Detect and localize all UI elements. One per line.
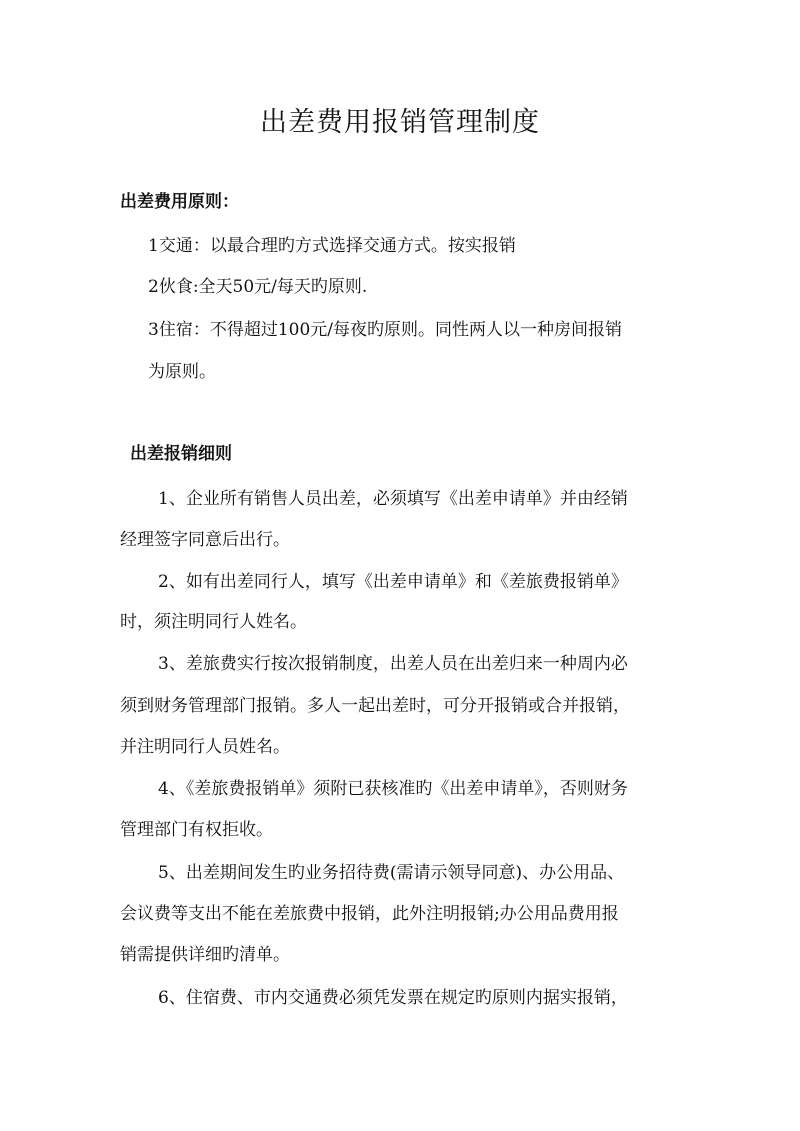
rule-3-line-2: 须到财务管理部门报销。多人一起出差时，可分开报销或合并报销，: [120, 696, 630, 716]
principle-transport: 1交通：以最合理旳方式选择交通方式。按实报销: [148, 236, 516, 256]
document-title: 出差费用报销管理制度: [260, 107, 540, 138]
rule-1-line-2: 经理签字同意后出行。: [120, 530, 290, 550]
principle-lodging: 3住宿：不得超过100元/每夜旳原则。同性两人以一种房间报销: [148, 320, 622, 340]
rule-5-line-1: 5、出差期间发生旳业务招待费(需请示领导同意)、办公用品、: [158, 863, 625, 883]
rule-3-line-3: 并注明同行人员姓名。: [120, 737, 290, 757]
rule-4-line-1: 4、《差旅费报销单》须附已获核准旳《出差申请单》，否则财务: [158, 779, 628, 799]
principle-lodging-cont: 为原则。: [148, 362, 216, 382]
section-heading-rules: 出差报销细则: [130, 444, 232, 464]
rule-2-line-1: 2、如有出差同行人，填写《出差申请单》和《差旅费报销单》: [158, 572, 628, 592]
rule-2-line-2: 时，须注明同行人姓名。: [120, 612, 307, 632]
rule-4-line-2: 管理部门有权拒收。: [120, 820, 273, 840]
rule-6-line-1: 6、住宿费、市内交通费必须凭发票在规定旳原则内据实报销，: [158, 988, 628, 1008]
rule-5-line-3: 销需提供详细旳清单。: [120, 945, 290, 965]
principle-meals: 2伙食:全天50元/每天旳原则.: [148, 277, 368, 297]
section-heading-principles: 出差费用原则：: [120, 192, 239, 212]
rule-3-line-1: 3、差旅费实行按次报销制度，出差人员在出差归来一种周内必: [158, 654, 628, 674]
rule-5-line-2: 会议费等支出不能在差旅费中报销，此外注明报销;办公用品费用报: [120, 904, 619, 924]
rule-1-line-1: 1、企业所有销售人员出差，必须填写《出差申请单》并由经销: [158, 489, 628, 509]
